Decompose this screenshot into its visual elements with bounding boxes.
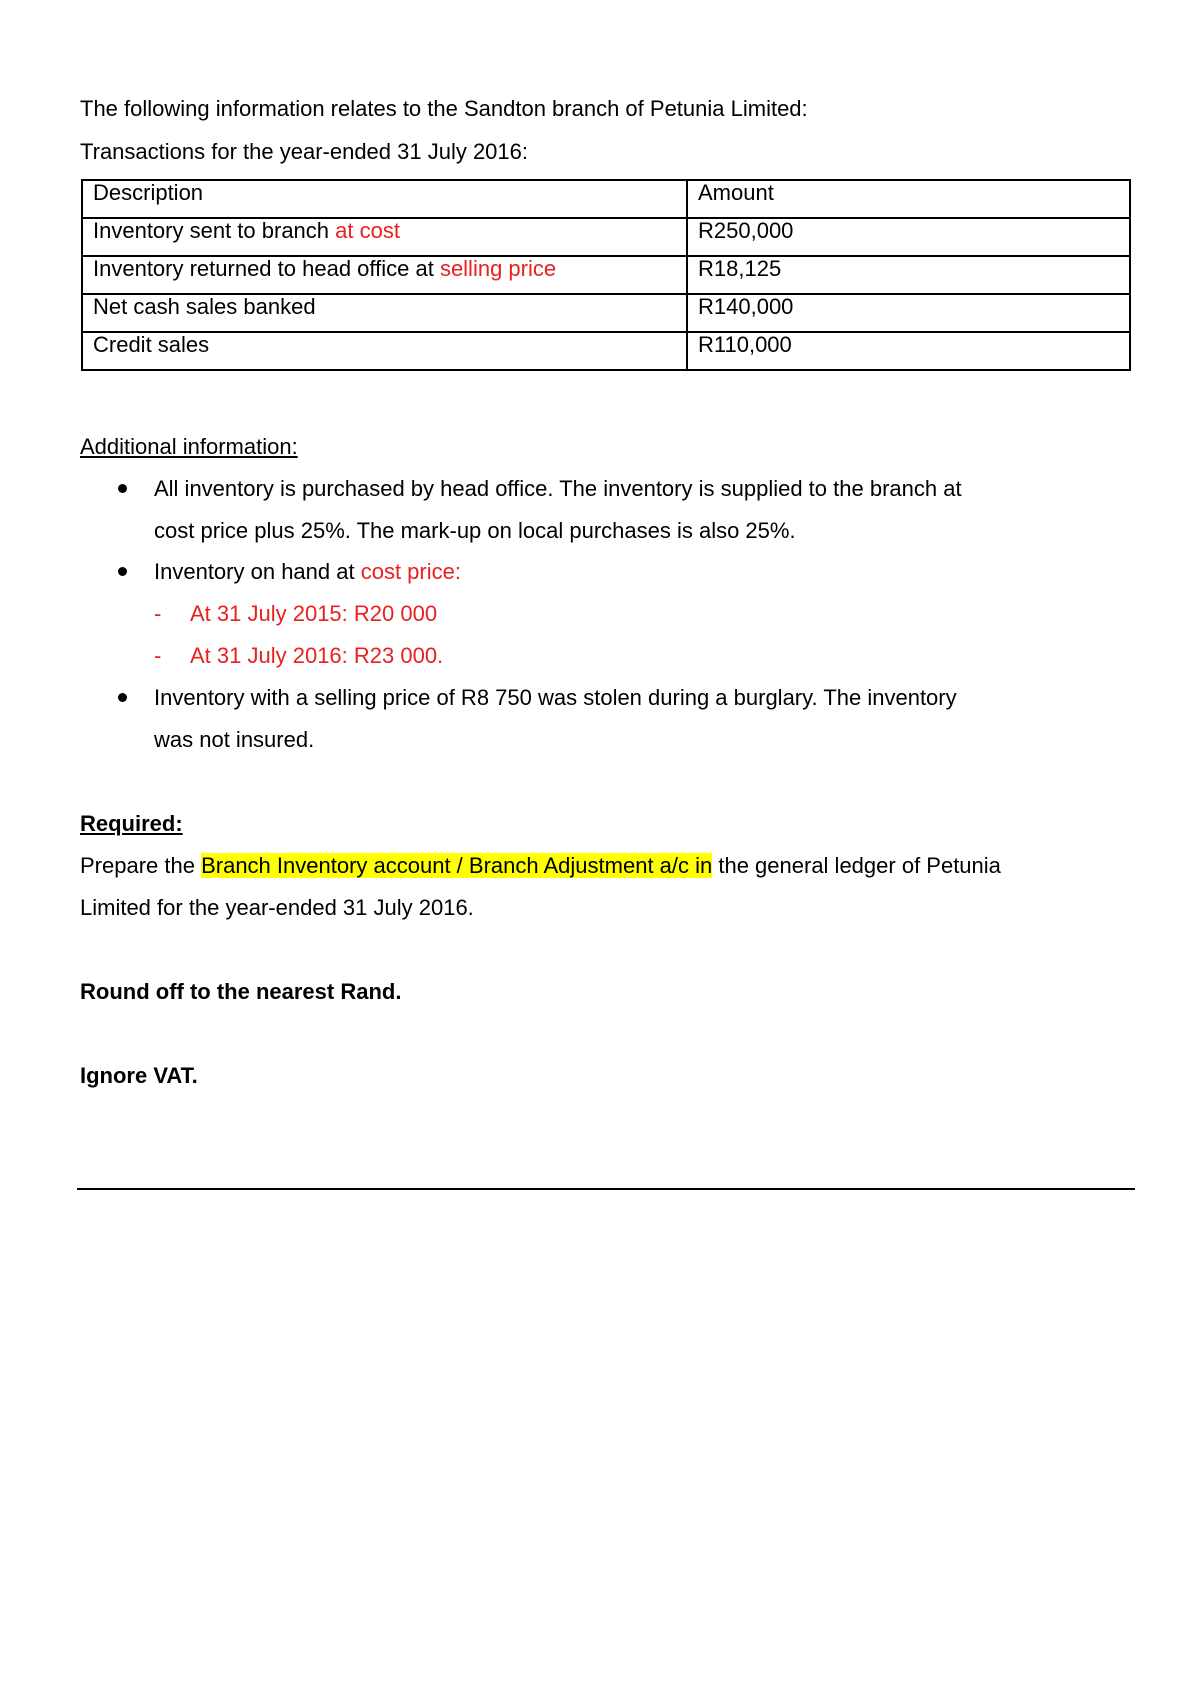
row-amount: R18,125	[687, 256, 1130, 294]
bullet-3-line-2: was not insured.	[154, 727, 315, 752]
horizontal-rule	[77, 1188, 1135, 1190]
additional-info-heading: Additional information:	[80, 434, 298, 459]
dash-icon: -	[154, 643, 162, 668]
row-amount: R250,000	[687, 218, 1130, 256]
row-description: Inventory sent to branch at cost	[82, 218, 687, 256]
required-line-1: Prepare the Branch Inventory account / Branch Adjustment a/c in the general ledger of Petunia	[80, 853, 1001, 878]
bullet-icon	[118, 693, 127, 702]
header-description: Description	[82, 180, 687, 218]
bullet-icon	[118, 567, 127, 576]
row-description: Net cash sales banked	[82, 294, 687, 332]
dash-item-2015: At 31 July 2015: R20 000	[190, 601, 438, 626]
required-line-2: Limited for the year-ended 31 July 2016.	[80, 895, 474, 920]
intro-line-1: The following information relates to the Sandton branch of Petunia Limited:	[80, 96, 808, 121]
round-note: Round off to the nearest Rand.	[80, 979, 402, 1004]
header-amount: Amount	[687, 180, 1130, 218]
table-row	[82, 294, 1130, 332]
dash-item-2016: At 31 July 2016: R23 000.	[190, 643, 444, 668]
table-row	[82, 218, 1130, 256]
row-amount: R140,000	[687, 294, 1130, 332]
intro-line-2: Transactions for the year-ended 31 July 2016:	[80, 139, 529, 164]
row-description: Inventory returned to head office at selling price	[82, 256, 687, 294]
vat-note: Ignore VAT.	[80, 1063, 198, 1088]
table-row	[82, 332, 1130, 370]
dash-icon: -	[154, 601, 162, 626]
bullet-1-line-2: cost price plus 25%. The mark-up on local purchases is also 25%.	[154, 518, 796, 543]
table-row	[82, 256, 1130, 294]
bullet-icon	[118, 484, 127, 493]
bullet-2: Inventory on hand at cost price:	[154, 559, 461, 584]
highlighted-text: Branch Inventory account / Branch Adjustment a/c in	[201, 853, 713, 878]
transactions-table	[81, 179, 1131, 371]
bullet-3-line-1: Inventory with a selling price of R8 750 was stolen during a burglary. The inventory	[154, 685, 957, 710]
bullet-1-line-1: All inventory is purchased by head office. The inventory is supplied to the branch at	[154, 476, 962, 501]
row-amount: R110,000	[687, 332, 1130, 370]
table-header-row	[82, 180, 1130, 218]
required-heading: Required:	[80, 811, 183, 836]
row-description: Credit sales	[82, 332, 687, 370]
